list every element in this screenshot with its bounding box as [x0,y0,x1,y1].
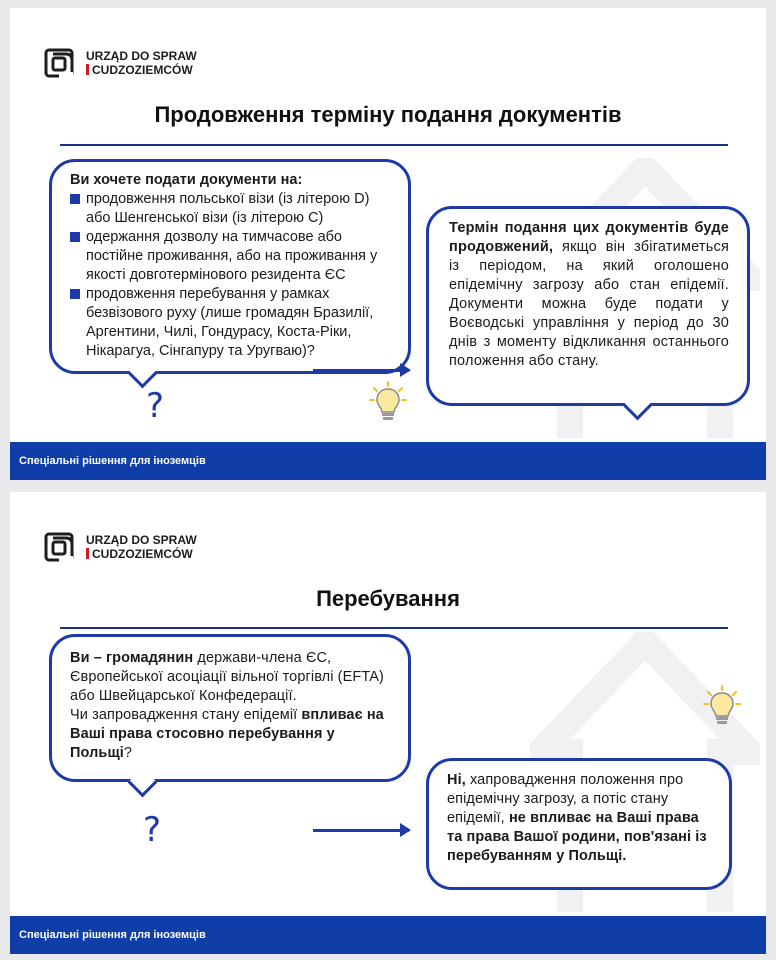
logo [44,530,197,564]
question-bubble [49,634,411,782]
logo-red-bar [86,64,89,75]
logo-line-2-text: CUDZOZIEMCÓW [92,63,193,77]
question-bold: Ви – громадянин [70,650,194,666]
lightbulb-icon [368,380,408,424]
logo-text [86,49,197,77]
answer-bold-1: Ні, [447,772,466,788]
list-item: продовження перебування у рамках безвізового руху (лише громадян Бразилії, Аргентини, Чилі, Гондурасу, Коста-Ріки, Нікарагуа, Сінгапуру та Уругваю)? [70,285,394,361]
logo-red-bar [86,548,89,559]
slide-residence [10,492,766,954]
question-text-2: Чи запровадження стану епідемії [70,707,302,723]
logo-line-2 [86,547,197,561]
question-bubble [49,159,411,374]
arrow-right-icon [313,369,409,372]
answer-bold-2: не впливає на Ваші права та права Вашої родини, пов'язані із перебуванням у Польщі. [447,810,707,864]
logo [44,46,197,80]
question-mark-icon: ? [146,386,165,426]
logo-line-1: URZĄD DO SPRAW [86,533,197,547]
slide-extension-deadline [10,8,766,480]
question-intro: Ви хочете подати документи на: [70,172,303,188]
slide-title: Перебування [316,586,460,611]
answer-text: хапровадження положення про епідемічну загрозу, а потіс стану епідемії, [447,772,684,826]
question-end: ? [123,745,133,761]
question-mark-icon: ? [143,810,162,850]
title-divider [60,144,728,146]
footer-bar: Спеціальні рішення для іноземців [10,442,766,480]
question-paragraph-1 [70,649,394,706]
question-paragraph-2 [70,706,394,763]
logo-line-2-text: CUDZOZIEMCÓW [92,547,193,561]
arrow-right-icon [313,829,409,832]
office-logo-icon [44,530,78,564]
answer-bold: Термін подання цих документів буде продовжений, [449,220,729,255]
answer-text: якщо він збігатиметься із періодом, на який оголошено епідемічну загрозу або стан епідемії. Документи можна буде подати у Воєводські управління у період до 30 днів з моменту відкликання останнього положення або стану. [449,239,729,369]
footer-bar: Спеціальні рішення для іноземців [10,916,766,954]
title-divider [60,627,728,629]
question-list [70,190,394,361]
question-text: держави-члена ЄС, Європейської асоціації вільної торгівлі (EFTA) або Швейцарської Конфедерації. [70,650,384,704]
logo-line-2 [86,63,197,77]
answer-bubble [426,206,750,406]
office-logo-icon [44,46,78,80]
logo-line-1: URZĄD DO SPRAW [86,49,197,63]
slide-title: Продовження терміну подання документів [154,102,622,127]
logo-text [86,533,197,561]
answer-bubble [426,758,732,890]
list-item: одержання дозволу на тимчасове або постійне проживання, або на проживання у якості довготермінового резидента ЄС [70,228,394,285]
question-bold-2: впливає на Ваші права стосовно перебування у Польщі [70,707,384,761]
list-item: продовження польської візи (із літерою D) або Шенгенської візи (із літерою C) [70,190,394,228]
lightbulb-icon [702,684,742,728]
